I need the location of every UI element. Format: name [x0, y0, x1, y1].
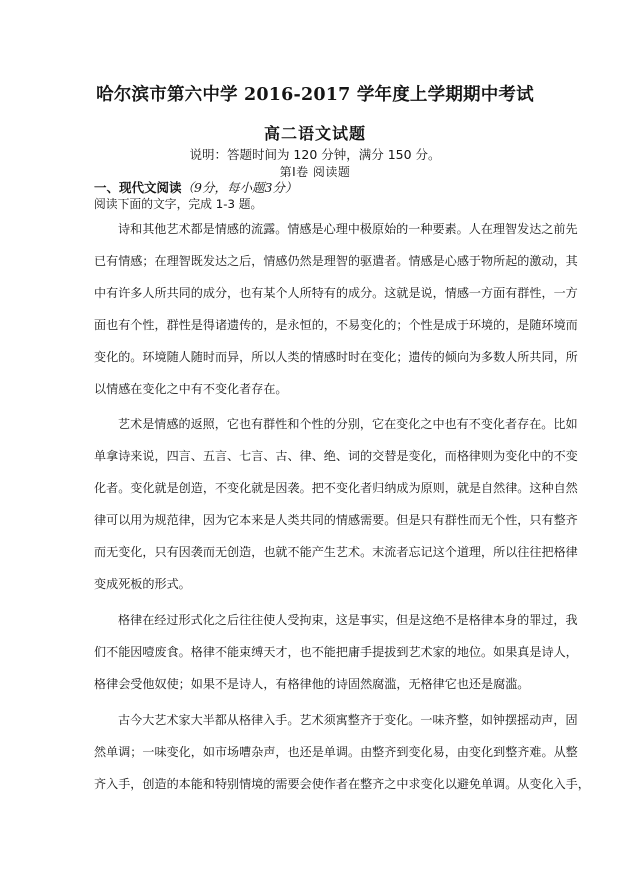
exam-instructions: 说明：答题时间为 120 分钟，满分 150 分。	[189, 147, 441, 162]
paragraph-1-line-2: 已有情感；在理智既发达之后，情感仍然是理智的驱遣者。情感是心感于物所起的激动，其	[94, 254, 578, 268]
paragraph-1-line-6: 以情感在变化之中有不变化者存在。	[94, 382, 288, 396]
paragraph-3-line-2: 们不能因噎废食。格律不能束缚天才，也不能把庸手提拔到艺术家的地位。如果真是诗人，	[94, 645, 578, 659]
reading-instruction: 阅读下面的文字，完成 1-3 题。	[94, 197, 263, 211]
paragraph-4-line-1: 古今大艺术家大半都从格律入手。艺术须寓整齐于变化。一味齐整，如钟摆摇动声，固	[118, 713, 578, 727]
paragraph-2-line-2: 单拿诗来说，四言、五言、七言、古、律、绝、词的交替是变化，而格律则为变化中的不变	[94, 449, 578, 463]
volume-heading: 第Ⅰ卷 阅读题	[279, 165, 351, 179]
section-heading	[94, 178, 297, 196]
paragraph-2-line-3: 化者。变化就是创造，不变化就是因袭。把不变化者归纳成为原则，就是自然律。这种自然	[94, 481, 578, 495]
section-heading-label: 一、现代文阅读	[94, 180, 182, 195]
paragraph-1-line-1: 诗和其他艺术都是情感的流露。情感是心理中极原始的一种要素。人在理智发达之前先	[118, 222, 578, 236]
paragraph-4-line-3: 齐入手，创造的本能和特别情境的需要会使作者在整齐之中求变化以避免单调。从变化入手，	[94, 777, 590, 791]
paragraph-3-line-1: 格律在经过形式化之后往往使人受拘束，这是事实，但是这绝不是格律本身的罪过，我	[118, 613, 578, 627]
paragraph-2-line-1: 艺术是情感的返照，它也有群性和个性的分别，它在变化之中也有不变化者存在。比如	[118, 417, 578, 431]
paragraph-2-line-6: 变成死板的形式。	[94, 577, 191, 591]
paragraph-1-line-5: 变化的。环境随人随时而异，所以人类的情感时时在变化；遗传的倾向为多数人所共同，所	[94, 350, 578, 364]
exam-title: 哈尔滨市第六中学 2016-2017 学年度上学期期中考试	[96, 85, 534, 105]
section-points: （9分，每小题3分）	[181, 180, 298, 195]
paragraph-2-line-4: 律可以用为规范律，因为它本来是人类共同的情感需要。但是只有群性而无个性，只有整齐	[94, 513, 578, 527]
paragraph-1-line-3: 中有许多人所共同的成分，也有某个人所特有的成分。这就是说，情感一方面有群性，一方	[94, 286, 578, 300]
paragraph-1-line-4: 面也有个性，群性是得诸遗传的，是永恒的，不易变化的；个性是成于环境的，是随环境而	[94, 318, 578, 332]
paragraph-2-line-5: 而无变化，只有因袭而无创造，也就不能产生艺术。末流者忘记这个道理，所以往往把格律	[94, 545, 578, 559]
paragraph-3-line-3: 格律会受他奴使；如果不是诗人，有格律他的诗固然腐滥，无格律它也还是腐滥。	[94, 677, 530, 691]
paragraph-4-line-2: 然单调；一味变化，如市场嘈杂声，也还是单调。由整齐到变化易，由变化到整齐难。从整	[94, 745, 578, 759]
exam-subtitle: 高二语文试题	[263, 124, 366, 143]
